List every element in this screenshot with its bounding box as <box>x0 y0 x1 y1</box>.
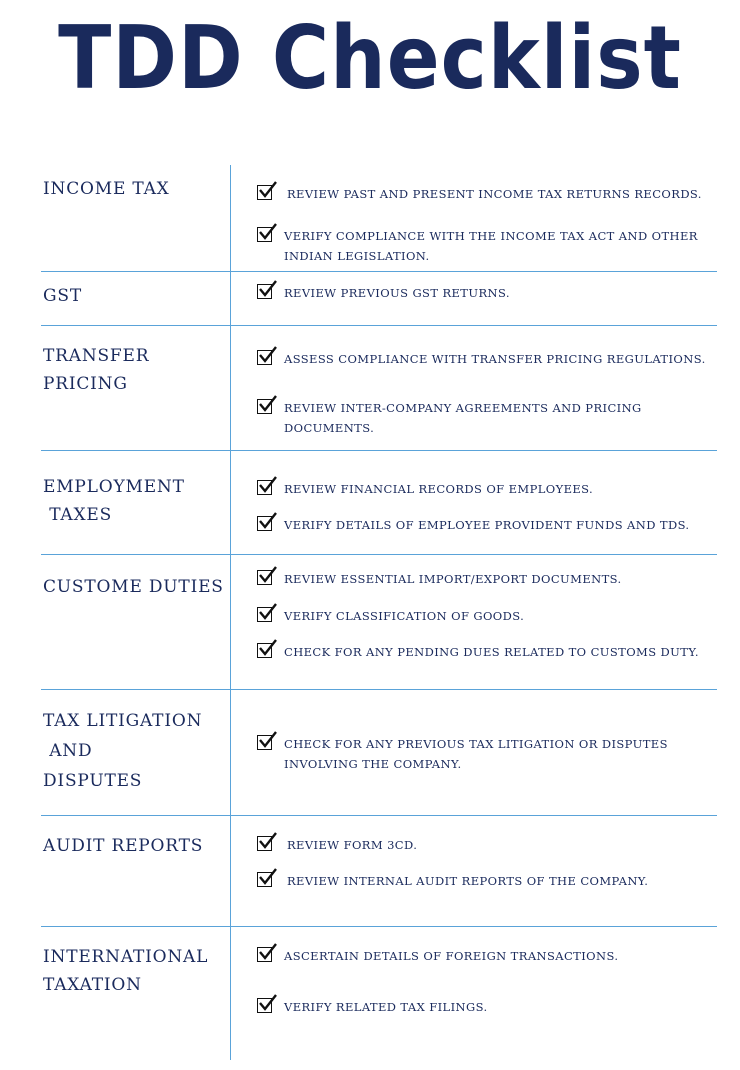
checklist-item-text: ASCERTAIN DETAILS OF FOREIGN TRANSACTIONS. <box>284 949 619 963</box>
row-divider <box>41 450 717 451</box>
checkbox-icon <box>257 350 272 365</box>
category-custome-duties: CUSTOME DUTIES <box>43 577 224 597</box>
checkbox-icon <box>257 284 272 299</box>
checklist-item-text: VERIFY DETAILS OF EMPLOYEE PROVIDENT FUNDS AND TDS. <box>284 518 690 532</box>
checkbox-icon <box>257 643 272 658</box>
checkbox-icon <box>257 480 272 495</box>
checklist-item-text: VERIFY RELATED TAX FILINGS. <box>284 1000 488 1014</box>
category-gst: GST <box>43 286 82 306</box>
checklist-item-text: REVIEW FINANCIAL RECORDS OF EMPLOYEES. <box>284 482 594 496</box>
checkbox-icon <box>257 998 272 1013</box>
checkbox-icon <box>257 947 272 962</box>
row-divider <box>41 689 717 690</box>
checklist-item-text: REVIEW PREVIOUS GST RETURNS. <box>284 286 510 300</box>
checkbox-icon <box>257 872 272 887</box>
row-divider <box>41 325 717 326</box>
category-transfer-pricing: TRANSFER PRICING <box>43 346 150 394</box>
checklist-item-text: REVIEW PAST AND PRESENT INCOME TAX RETURNS RECORDS. <box>287 187 702 201</box>
row-divider <box>41 926 717 927</box>
checklist-item-text: VERIFY CLASSIFICATION OF GOODS. <box>284 609 525 623</box>
category-income-tax: INCOME TAX <box>43 179 170 199</box>
checklist-item-text: REVIEW ESSENTIAL IMPORT/EXPORT DOCUMENTS. <box>284 572 622 586</box>
checkbox-icon <box>257 185 272 200</box>
checkbox-icon <box>257 607 272 622</box>
checklist-item-text: ASSESS COMPLIANCE WITH TRANSFER PRICING REGULATIONS. <box>284 352 706 366</box>
checklist-item-text: REVIEW FORM 3CD. <box>287 838 418 852</box>
checkbox-icon <box>257 570 272 585</box>
category-employment-taxes: EMPLOYMENT TAXES <box>43 477 185 525</box>
category-audit-reports: AUDIT REPORTS <box>43 836 204 856</box>
checkbox-icon <box>257 735 272 750</box>
page-title: TDD Checklist <box>58 8 682 110</box>
checkbox-icon <box>257 836 272 851</box>
category-tax-litigation: TAX LITIGATION AND DISPUTES <box>43 711 203 791</box>
checklist-item-text: REVIEW INTERNAL AUDIT REPORTS OF THE COMPANY. <box>287 874 649 888</box>
checklist-item-text: REVIEW INTER-COMPANY AGREEMENTS AND PRICING DOCUMENTS. <box>284 401 642 435</box>
checklist-item-text: VERIFY COMPLIANCE WITH THE INCOME TAX ACT AND OTHER INDIAN LEGISLATION. <box>284 229 698 263</box>
checklist-item-text: CHECK FOR ANY PREVIOUS TAX LITIGATION OR DISPUTES INVOLVING THE COMPANY. <box>284 737 668 771</box>
checkbox-icon <box>257 516 272 531</box>
category-international-taxation: INTERNATIONAL TAXATION <box>43 947 209 995</box>
row-divider <box>41 815 717 816</box>
checkbox-icon <box>257 227 272 242</box>
checkbox-icon <box>257 399 272 414</box>
row-divider <box>41 271 717 272</box>
row-divider <box>41 554 717 555</box>
checklist-item-text: CHECK FOR ANY PENDING DUES RELATED TO CUSTOMS DUTY. <box>284 645 699 659</box>
